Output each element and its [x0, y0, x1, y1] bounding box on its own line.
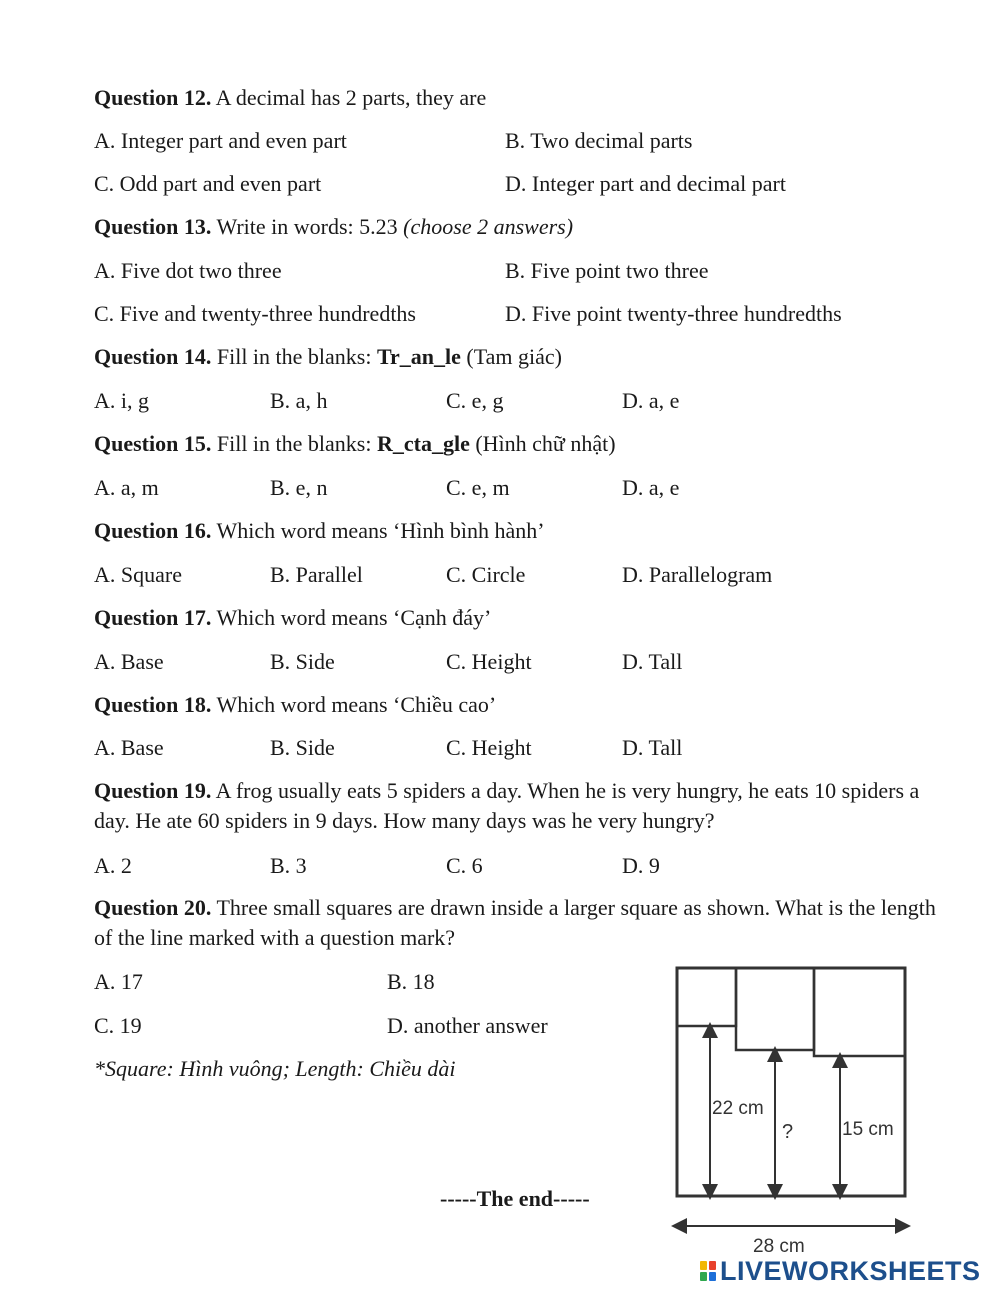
question-label: Question 13.	[94, 214, 212, 239]
question-13	[94, 214, 573, 240]
squares-diagram	[665, 960, 925, 1260]
option-20-a[interactable]: A. 17	[94, 969, 143, 994]
option-19-d[interactable]: D. 9	[622, 853, 660, 878]
blank-word: R_cta_gle	[376, 431, 470, 456]
question-18	[94, 692, 496, 718]
small-square-left	[677, 968, 736, 1026]
question-20	[94, 893, 939, 953]
option-19-a[interactable]: A. 2	[94, 853, 132, 878]
question-text: A decimal has 2 parts, they are	[211, 85, 487, 110]
option-12-d[interactable]: D. Integer part and decimal part	[505, 171, 786, 196]
small-square-right	[814, 968, 905, 1056]
option-15-b[interactable]: B. e, n	[270, 475, 328, 500]
option-20-d[interactable]: D. another answer	[387, 1013, 548, 1038]
question-16	[94, 518, 545, 544]
question-text: Which word means ‘Chiều cao’	[211, 692, 497, 717]
question-text: Three small squares are drawn inside a larger square as shown. What is the length of the line marked with a question mark?	[94, 895, 936, 950]
option-18-c[interactable]: C. Height	[446, 735, 532, 760]
question-hint: (Tam giác)	[460, 344, 562, 369]
question-label: Question 12.	[94, 85, 212, 110]
liveworksheets-logo	[700, 1255, 981, 1287]
question-text: Write in words: 5.23	[211, 214, 404, 239]
option-17-d[interactable]: D. Tall	[622, 649, 683, 674]
option-13-d[interactable]: D. Five point twenty-three hundredths	[505, 301, 842, 326]
question-text: Fill in the blanks:	[211, 344, 377, 369]
question-label: Question 14.	[94, 344, 212, 369]
option-13-b[interactable]: B. Five point two three	[505, 258, 709, 283]
question-text: Which word means ‘Cạnh đáy’	[211, 605, 492, 630]
end-marker: -----The end-----	[440, 1186, 590, 1211]
option-19-c[interactable]: C. 6	[446, 853, 483, 878]
option-12-b[interactable]: B. Two decimal parts	[505, 128, 693, 153]
small-square-middle	[736, 968, 814, 1050]
option-20-c[interactable]: C. 19	[94, 1013, 142, 1038]
option-17-a[interactable]: A. Base	[94, 649, 164, 674]
option-13-c[interactable]: C. Five and twenty-three hundredths	[94, 301, 416, 326]
option-17-b[interactable]: B. Side	[270, 649, 335, 674]
option-15-d[interactable]: D. a, e	[622, 475, 680, 500]
option-14-c[interactable]: C. e, g	[446, 388, 504, 413]
question-hint: (Hình chữ nhật)	[469, 431, 616, 456]
question-15	[94, 431, 616, 457]
question-label: Question 20.	[94, 895, 212, 920]
option-17-c[interactable]: C. Height	[446, 649, 532, 674]
option-20-b[interactable]: B. 18	[387, 969, 435, 994]
question-note: (choose 2 answers)	[403, 214, 574, 239]
question-label: Question 15.	[94, 431, 212, 456]
question-label: Question 16.	[94, 518, 212, 543]
large-square	[677, 968, 905, 1196]
label-22cm: 22 cm	[712, 1098, 764, 1119]
option-16-b[interactable]: B. Parallel	[270, 562, 363, 587]
liveworksheets-logo-icon	[700, 1261, 716, 1281]
option-15-c[interactable]: C. e, m	[446, 475, 510, 500]
question-text: A frog usually eats 5 spiders a day. When he is very hungry, he eats 10 spiders a day. He ate 60 spiders in 9 days. How many days was he very hungry?	[94, 778, 920, 833]
label-question: ?	[782, 1121, 794, 1143]
question-12	[94, 85, 486, 111]
question-17	[94, 605, 491, 631]
label-28cm: 28 cm	[753, 1236, 805, 1257]
blank-word: Tr_an_le	[376, 344, 461, 369]
glossary-note: *Square: Hình vuông; Length: Chiều dài	[94, 1056, 456, 1081]
question-label: Question 17.	[94, 605, 212, 630]
question-label: Question 18.	[94, 692, 212, 717]
option-14-b[interactable]: B. a, h	[270, 388, 328, 413]
question-19	[94, 776, 939, 836]
option-14-a[interactable]: A. i, g	[94, 388, 149, 413]
question-text: Fill in the blanks:	[211, 431, 377, 456]
option-18-b[interactable]: B. Side	[270, 735, 335, 760]
label-15cm: 15 cm	[842, 1119, 894, 1140]
brand-name: LIVEWORKSHEETS	[720, 1255, 981, 1286]
question-text: Which word means ‘Hình bình hành’	[211, 518, 545, 543]
option-16-a[interactable]: A. Square	[94, 562, 182, 587]
option-19-b[interactable]: B. 3	[270, 853, 307, 878]
option-12-a[interactable]: A. Integer part and even part	[94, 128, 347, 153]
option-18-d[interactable]: D. Tall	[622, 735, 683, 760]
option-18-a[interactable]: A. Base	[94, 735, 164, 760]
option-16-c[interactable]: C. Circle	[446, 562, 526, 587]
option-12-c[interactable]: C. Odd part and even part	[94, 171, 322, 196]
question-14	[94, 344, 562, 370]
option-14-d[interactable]: D. a, e	[622, 388, 680, 413]
option-16-d[interactable]: D. Parallelogram	[622, 562, 773, 587]
option-13-a[interactable]: A. Five dot two three	[94, 258, 282, 283]
question-label: Question 19.	[94, 778, 212, 803]
option-15-a[interactable]: A. a, m	[94, 475, 159, 500]
